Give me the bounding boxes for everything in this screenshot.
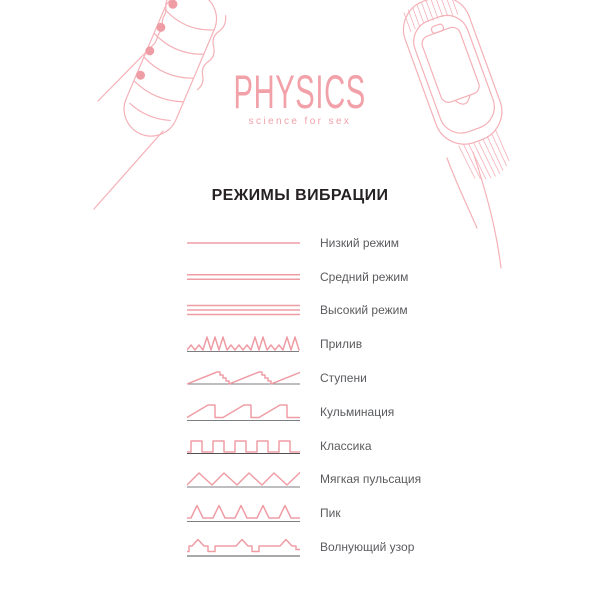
waveform-graphic [187, 265, 300, 289]
mode-label: Средний режим [320, 269, 409, 284]
modes-list [187, 226, 507, 564]
waveform-high-icon [187, 298, 300, 322]
mode-label: Низкий режим [320, 235, 400, 250]
waveform-graphic [187, 535, 300, 559]
waveform-tide-icon [187, 332, 300, 356]
mode-row [187, 463, 507, 497]
mode-label: Пик [320, 506, 341, 521]
mode-label: Кульминация [320, 404, 395, 419]
mode-row [187, 395, 507, 429]
waveform-graphic [187, 332, 300, 356]
waveform-classic-icon [187, 434, 300, 458]
mode-row [187, 361, 507, 395]
waveform-climax-icon [187, 400, 300, 424]
waveform-graphic [187, 298, 300, 322]
waveform-medium-icon [187, 265, 300, 289]
waveform-graphic [187, 434, 300, 458]
waveform-graphic [187, 231, 300, 255]
brand-logo-text: PHYSICS [233, 65, 367, 118]
waveform-graphic [187, 467, 300, 491]
waveform-peak-icon [187, 501, 300, 525]
waveform-graphic [187, 400, 300, 424]
mode-row [187, 530, 507, 564]
mode-label: Ступени [320, 371, 367, 386]
waveform-soft-pulse-icon [187, 467, 300, 491]
brand-tagline: science for sex [248, 116, 352, 127]
page-title: РЕЖИМЫ ВИБРАЦИИ [211, 187, 389, 204]
rib-bump-icon [155, 21, 167, 33]
mode-row [187, 260, 507, 294]
brand-logo [0, 65, 600, 127]
mode-label: Классика [320, 438, 372, 453]
mode-label: Высокий режим [320, 303, 408, 318]
mode-row [187, 294, 507, 328]
waveform-graphic [187, 366, 300, 390]
mode-label: Волнующий узор [320, 540, 415, 555]
waveform-graphic [187, 501, 300, 525]
mode-label: Прилив [320, 337, 363, 352]
waveform-wavy-pattern-icon [187, 535, 300, 559]
mode-row [187, 226, 507, 260]
mode-row [187, 327, 507, 361]
waveform-steps-icon [187, 366, 300, 390]
mode-label: Мягкая пульсация [320, 472, 422, 487]
rib-bump-icon [144, 45, 156, 57]
mode-row [187, 496, 507, 530]
mode-row [187, 429, 507, 463]
waveform-low-icon [187, 231, 300, 255]
